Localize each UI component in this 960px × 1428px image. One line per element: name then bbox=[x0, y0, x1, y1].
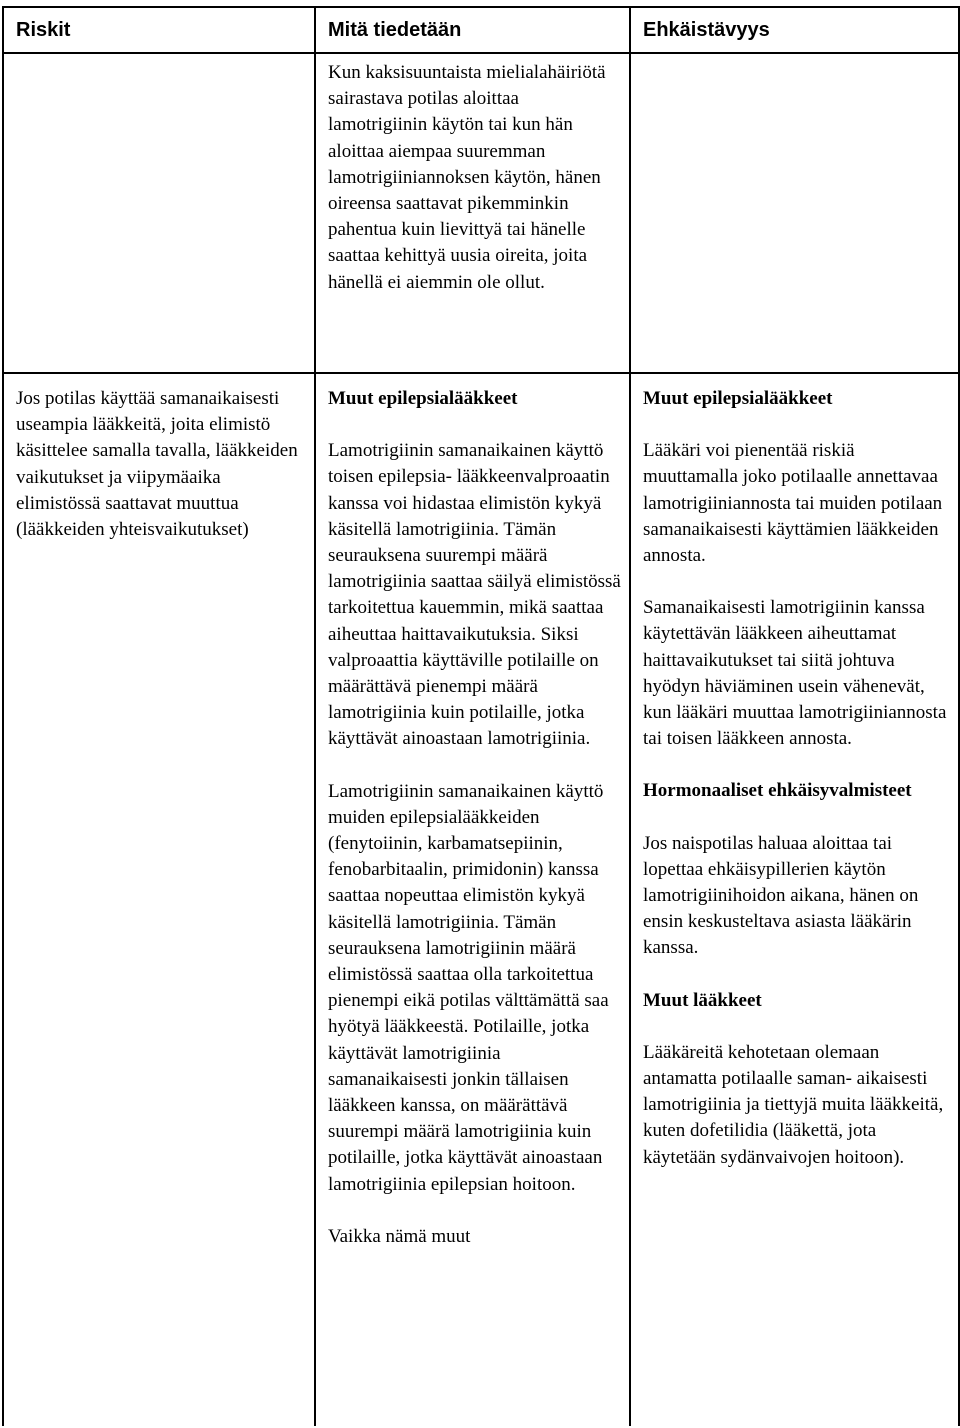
known-paragraph: Vaikka nämä muut bbox=[328, 1225, 471, 1247]
prevention-subheading: Muut lääkkeet bbox=[643, 989, 762, 1011]
cell-known bbox=[315, 53, 630, 373]
header-prevention: Ehkäistävyys bbox=[630, 7, 959, 53]
risk-paragraph: Jos potilas käyttää samanaikaisesti useampia lääkkeitä, joita elimistö käsittelee samalla tavalla, lääkkeiden vaikutukset ja viipymäaika elimistössä saattavat muuttua (lääkkeiden yhteisvaikutukset) bbox=[16, 388, 298, 541]
cell-prevention bbox=[630, 53, 959, 373]
cell-known bbox=[315, 373, 630, 1426]
known-paragraph: Kun kaksisuuntaista mielialahäiriötä sairastava potilas aloittaa lamotrigiinin käytön tai kun hän aloittaa aiempaa suuremman lamotrigiiniannoksen käytön, hänen oireensa saattavat pikemminkin pahentua kuin lievittyä tai hänelle saattaa kehittyä uusia oireita, joita hänellä ei aiemmin ole ollut. bbox=[328, 62, 606, 293]
prevention-paragraph: Jos naispotilas haluaa aloittaa tai lopettaa ehkäisypillerien käytön lamotrigiinihoidon aikana, hänen on ensin keskusteltava asiasta lääkärin kanssa. bbox=[643, 832, 919, 959]
header-row bbox=[3, 7, 959, 53]
cell-risk bbox=[3, 373, 315, 1426]
prevention-paragraph: Samanaikaisesti lamotrigiinin kanssa käytettävän lääkkeen aiheuttamat haittavaikutukset tai siitä johtuva hyödyn häviäminen usein vähenevät, kun lääkäri muuttaa lamotrigiiniannosta tai toisen lääkkeen annosta. bbox=[643, 597, 947, 750]
prevention-paragraph: Lääkäri voi pienentää riskiä muuttamalla joko potilaalle annettavaa lamotrigiiniannosta tai muiden potilaan samanaikaisesti käyttämien lääkkeiden annosta. bbox=[643, 440, 943, 567]
prevention-subheading: Hormonaaliset ehkäisyvalmisteet bbox=[643, 780, 912, 802]
prevention-subheading: Muut epilepsialääkkeet bbox=[643, 388, 833, 409]
known-subheading: Muut epilepsialääkkeet bbox=[328, 388, 518, 409]
cell-risk bbox=[3, 53, 315, 373]
table-row bbox=[3, 53, 959, 373]
header-known: Mitä tiedetään bbox=[315, 7, 630, 53]
cell-prevention bbox=[630, 373, 959, 1426]
table-row bbox=[3, 373, 959, 1426]
risk-table bbox=[2, 6, 960, 1426]
known-paragraph: Lamotrigiinin samanaikainen käyttö muiden epilepsialääkkeiden (fenytoiinin, karbamatsepiinin, fenobarbitaalin, primidonin) kanssa saattaa nopeuttaa elimistön kykyä käsitellä lamotrigiinia. Tämän seurauksena lamotrigiinin määrä elimistössä saattaa olla tarkoitettua pienempi eikä potilas välttämättä saa hyötyä lääkkeestä. Potilaille, jotka käyttävät lamotrigiinia samanaikaisesti jonkin tällaisen lääkkeen kanssa, on määrättävä suurempi määrä lamotrigiinia kuin potilaille, jotka käyttävät ainoastaan lamotrigiinia epilepsian hoitoon. bbox=[328, 780, 609, 1195]
prevention-paragraph: Lääkäreitä kehotetaan olemaan antamatta potilaalle saman- aikaisesti lamotrigiinia ja tiettyjä muita lääkkeitä, kuten dofetilidia (lääkettä, jota käytetään sydänvaivojen hoitoon). bbox=[643, 1041, 944, 1168]
header-risk: Riskit bbox=[3, 7, 315, 53]
known-paragraph: Lamotrigiinin samanaikainen käyttö toisen epilepsia- lääkkeenvalproaatin kanssa voi hidastaa elimistön kykyä käsitellä lamotrigiinia. Tämän seurauksena suurempi määrä lamotrigiinia saattaa säilyä elimistössä tarkoitettua kauemmin, mikä saattaa aiheuttaa haittavaikutuksia. Siksi valproaattia käyttäville potilaille on määrättävä pienempi määrä lamotrigiinia kuin potilaille, jotka käyttävät ainoastaan lamotrigiinia. bbox=[328, 440, 621, 750]
